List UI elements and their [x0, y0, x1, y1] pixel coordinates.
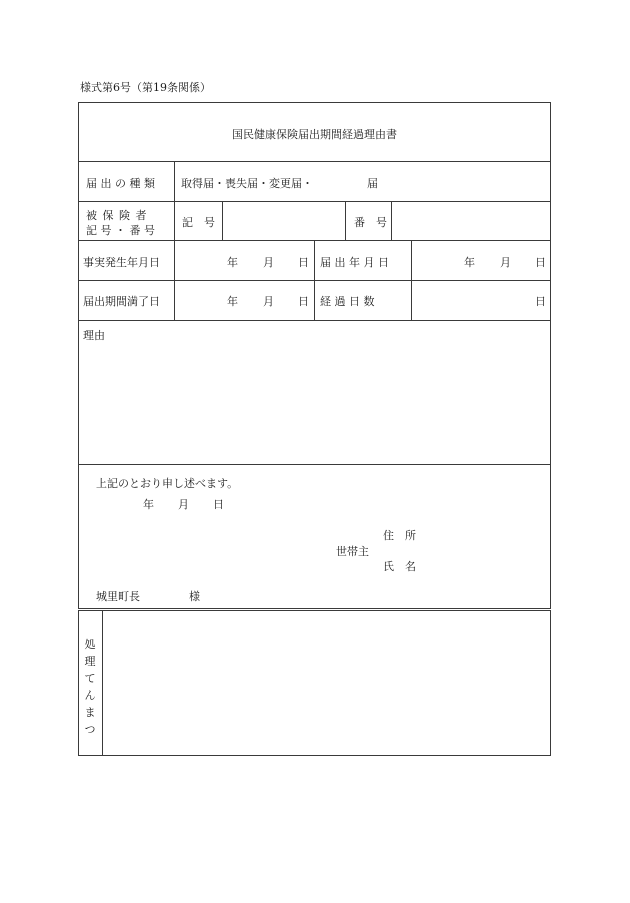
- processing-char: ま: [84, 706, 96, 719]
- event-date-label: 事実発生年月日: [83, 256, 160, 269]
- number-field[interactable]: [393, 203, 549, 238]
- symbol-field[interactable]: [224, 203, 343, 238]
- number-label: 番 号: [354, 216, 387, 229]
- reason-label: 理由: [83, 329, 105, 342]
- rule: [78, 161, 551, 162]
- notification-type-suffix: 届: [367, 177, 378, 190]
- rule: [102, 610, 103, 756]
- declaration-year-unit: 年: [143, 498, 154, 511]
- rule: [345, 201, 346, 240]
- address-label: 住 所: [383, 529, 416, 542]
- symbol-label: 記 号: [182, 216, 215, 229]
- event-date-year-unit: 年: [227, 256, 238, 269]
- processing-char: 理: [84, 655, 96, 668]
- rule: [391, 201, 392, 240]
- notification-type-label: 届 出 の 種 類: [86, 177, 155, 190]
- filing-date-year-unit: 年: [464, 256, 475, 269]
- declaration-day-unit: 日: [213, 498, 224, 511]
- reason-field[interactable]: [80, 342, 549, 462]
- elapsed-days-unit: 日: [535, 295, 546, 308]
- processing-char: 処: [84, 638, 96, 651]
- deadline-date-year-unit: 年: [227, 295, 238, 308]
- declaration-month-unit: 月: [178, 498, 189, 511]
- rule: [314, 240, 315, 320]
- deadline-date-day-unit: 日: [298, 295, 309, 308]
- processing-label: [78, 636, 102, 738]
- declaration-statement: 上記のとおり申し述べます。: [96, 477, 239, 490]
- rule: [78, 320, 551, 321]
- filing-date-label: 届 出 年 月 日: [320, 256, 389, 269]
- processing-field[interactable]: [104, 612, 549, 754]
- addressee: 城里町長: [96, 590, 140, 603]
- event-date-day-unit: 日: [298, 256, 309, 269]
- rule: [222, 201, 223, 240]
- rule: [78, 201, 551, 202]
- processing-char: つ: [84, 723, 96, 736]
- processing-char: て: [84, 672, 96, 685]
- form-title: 国民健康保険届出期間経過理由書: [232, 128, 397, 141]
- rule: [78, 464, 551, 465]
- filing-date-month-unit: 月: [500, 256, 511, 269]
- deadline-date-label: 届出期間満了日: [83, 295, 160, 308]
- insured-label-line2: 記 号 ・ 番 号: [86, 224, 155, 237]
- rule: [174, 161, 175, 320]
- processing-char: ん: [84, 689, 96, 702]
- name-label: 氏 名: [383, 560, 416, 573]
- deadline-date-month-unit: 月: [263, 295, 274, 308]
- rule: [411, 240, 412, 320]
- notification-type-options[interactable]: 取得届・喪失届・変更届・: [181, 177, 313, 190]
- honorific: 様: [189, 590, 200, 603]
- filing-date-day-unit: 日: [535, 256, 546, 269]
- elapsed-days-label: 経 過 日 数: [320, 295, 375, 308]
- insured-label-line1: 被 保 険 者: [86, 209, 148, 222]
- householder-label: 世帯主: [336, 545, 369, 558]
- event-date-month-unit: 月: [263, 256, 274, 269]
- form-number: 様式第6号（第19条関係）: [80, 81, 211, 94]
